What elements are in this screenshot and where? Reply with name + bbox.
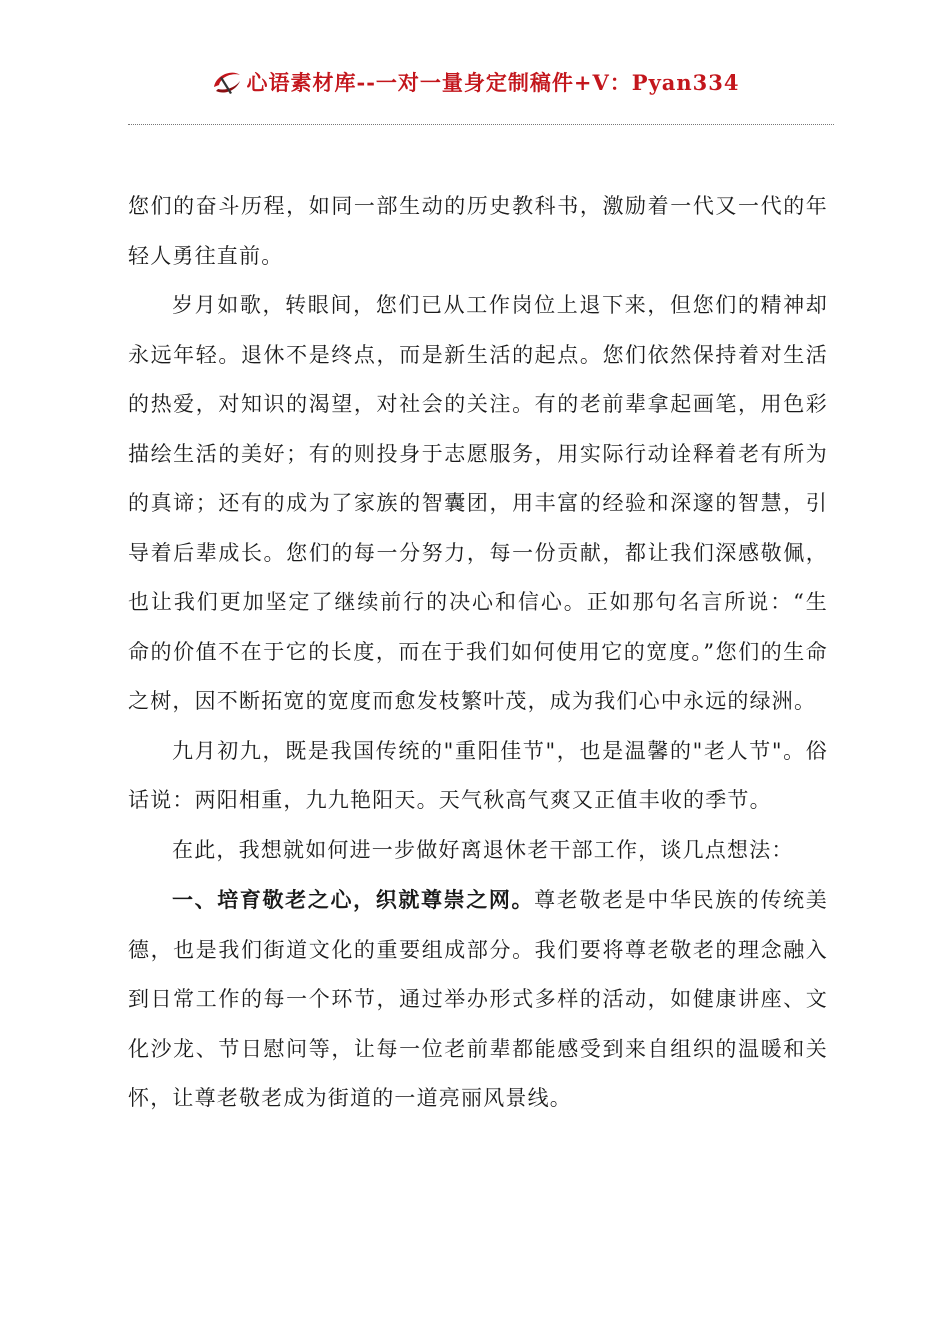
- paragraph: 在此，我想就如何进一步做好离退休老干部工作，谈几点想法：: [172, 837, 794, 862]
- page-header: [0, 62, 950, 102]
- header-contact: --一对一量身定制稿件+V：Pyan334: [356, 70, 740, 95]
- paragraph: [128, 875, 828, 1124]
- section-heading: 一、培育敬老之心，织就尊崇之网。: [172, 887, 535, 912]
- document-body: [128, 182, 828, 1124]
- header-brand: 心语素材库: [246, 71, 357, 95]
- header-divider: [128, 124, 834, 125]
- paragraph: 岁月如歌，转眼间，您们已从工作岗位上退下来，但您们的精神却永远年轻。退休不是终点，而是新生活的起点。您们依然保持着对生活的热爱，对知识的渴望，对社会的关注。有的老前辈拿起画笔，用色彩描绘生活的美好；有的则投身于志愿服务，用实际行动诠释着老有所为的真谛；还有的成为了家族的智囊团，用丰富的经验和深邃的智慧，引导着后辈成长。您们的每一分努力，每一份贡献，都让我们深感敬佩，也让我们更加坚定了继续前行的决心和信心。正如那句名言所说：“生命的价值不在于它的长度，而在于我们如何使用它的宽度。”您们的生命之树，因不断拓宽的宽度而愈发枝繁叶茂，成为我们心中永远的绿洲。: [128, 293, 828, 713]
- paragraph: 九月初九，既是我国传统的"重阳佳节"，也是温馨的"老人节"。俗话说：两阳相重，九九艳阳天。天气秋高气爽又正值丰收的季节。: [128, 738, 828, 812]
- section-body: 尊老敬老是中华民族的传统美德，也是我们街道文化的重要组成部分。我们要将尊老敬老的理念融入到日常工作的每一个环节，通过举办形式多样的活动，如健康讲座、文化沙龙、节日慰问等，让每一位老前辈都能感受到来自组织的温暖和关怀，让尊老敬老成为街道的一道亮丽风景线。: [128, 888, 828, 1110]
- brush-swirl-logo-icon: [210, 65, 244, 99]
- paragraph: 您们的奋斗历程，如同一部生动的历史教科书，激励着一代又一代的年轻人勇往直前。: [128, 194, 828, 268]
